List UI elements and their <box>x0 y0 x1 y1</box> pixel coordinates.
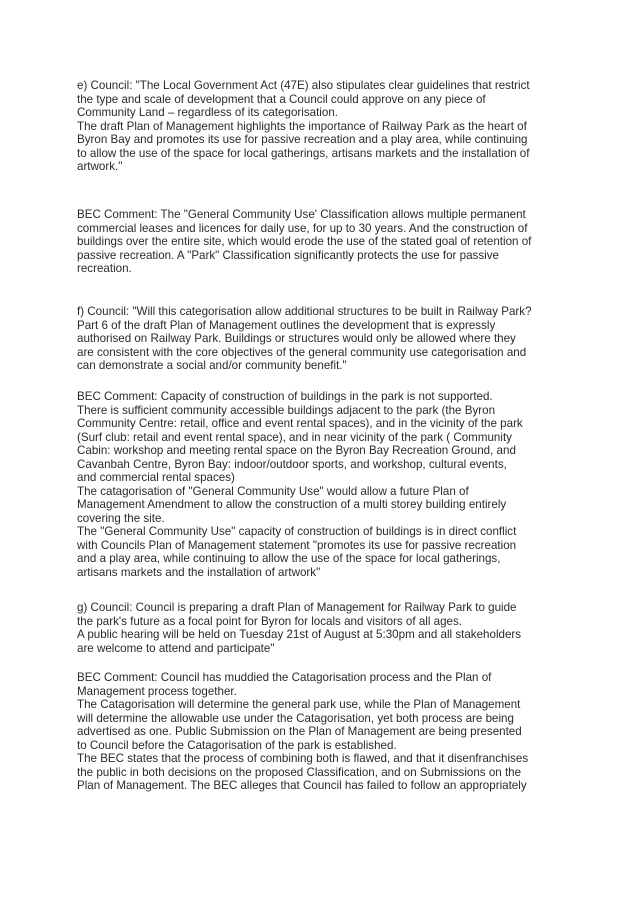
text-line: artwork." <box>77 160 123 173</box>
text-line: Cavanbah Centre, Byron Bay: indoor/outdoor sports, and workshop, cultural events, <box>77 457 507 471</box>
text-line: can demonstrate a social and/or community benefit." <box>77 359 347 372</box>
text-line: recreation. <box>77 262 132 275</box>
text-line: The Catagorisation will determine the general park use, while the Plan of Management <box>77 698 521 711</box>
text-line: the public in both decisions on the proposed Classification, and on Submissions on the <box>77 765 522 779</box>
text-line: the type and scale of development that a Council could approve on any piece of <box>77 92 486 106</box>
text-line: artisans markets and the installation of artwork" <box>77 565 321 579</box>
text-line: Community Land – regardless of its categorisation. <box>77 106 338 119</box>
text-line: are welcome to attend and participate" <box>77 641 275 655</box>
text-line: BEC Comment: Capacity of construction of buildings in the park is not supported. <box>77 390 493 403</box>
text-line: (Surf club: retail and event rental space), and in near vicinity of the park ( Community <box>77 430 512 444</box>
text-line: commercial leases and licences for daily use, for up to 30 years. And the construction of <box>77 221 528 235</box>
text-line: The BEC states that the process of combining both is flawed, and that it disenfranchises <box>77 752 529 765</box>
text-line: There is sufficient community accessible buildings adjacent to the park (the Byron <box>77 403 496 417</box>
text-line: e) Council: "The Local Government Act (47E) also stipulates clear guidelines that restrict <box>77 79 530 92</box>
text-line: authorised on Railway Park. Buildings or structures would only be allowed where they <box>77 332 516 345</box>
text-line: to Council before the Catagorisation of the park is established. <box>77 738 397 752</box>
council-paragraph-f <box>77 305 577 373</box>
text-line: and commercial rental spaces) <box>77 471 235 484</box>
text-line: The draft Plan of Management highlights the importance of Railway Park as the heart of <box>77 119 527 133</box>
text-line: Part 6 of the draft Plan of Management outlines the development that is expressly <box>77 318 496 332</box>
text-line: are consistent with the core objectives of the general community use categorisation and <box>77 345 527 359</box>
text-line: advertised as one. Public Submission on the Plan of Management are being presented <box>77 725 522 738</box>
text-line: to allow the use of the space for local gatherings, artisans markets and the installation of <box>77 146 530 160</box>
text-line: Management Amendment to allow the construction of a multi storey building entirely <box>77 498 507 511</box>
text-line: A public hearing will be held on Tuesday 21st of August at 5:30pm and all stakeholders <box>77 628 522 641</box>
text-line: buildings over the entire site, which would erode the use of the stated goal of retention of <box>77 235 532 248</box>
text-line: with Councils Plan of Management statement "promotes its use for passive recreation <box>77 538 517 552</box>
text-line: Plan of Management. The BEC alleges that Council has failed to follow an appropriately <box>77 779 527 792</box>
bec-comment-paragraph-f <box>77 390 577 579</box>
council-paragraph-e <box>77 79 577 174</box>
text-line: BEC Comment: The "General Community Use' Classification allows multiple permanent <box>77 208 526 221</box>
text-line: will determine the allowable use under the Catagorisation, yet both process are being <box>77 711 514 725</box>
text-line: f) Council: "Will this categorisation allow additional structures to be built in Railway Park? <box>77 305 532 318</box>
council-paragraph-g <box>77 601 577 655</box>
text-line: Community Centre: retail, office and event rental spaces), and in the vicinity of the park <box>77 417 523 430</box>
bec-comment-paragraph-e <box>77 208 577 276</box>
bec-comment-paragraph-g <box>77 671 577 793</box>
text-line: BEC Comment: Council has muddied the Catagorisation process and the Plan of <box>77 671 492 684</box>
text-line: covering the site. <box>77 511 165 525</box>
text-line: Byron Bay and promotes its use for passive recreation and a play area, while continuing <box>77 133 528 146</box>
text-line: Cabin: workshop and meeting rental space on the Byron Bay Recreation Ground, and <box>77 444 516 457</box>
text-line: Management process together. <box>77 684 237 698</box>
text-line: The "General Community Use" capacity of construction of buildings is in direct conflict <box>77 525 517 538</box>
text-line: the park's future as a focal point for Byron for locals and visitors of all ages. <box>77 614 462 628</box>
text-line: The catagorisation of "General Community Use" would allow a future Plan of <box>77 484 469 498</box>
text-line: g) Council: Council is preparing a draft Plan of Management for Railway Park to guide <box>77 601 517 614</box>
text-line: passive recreation. A "Park" Classification significantly protects the use for passive <box>77 248 499 262</box>
text-line: and a play area, while continuing to allow the use of the space for local gatherings, <box>77 552 501 565</box>
